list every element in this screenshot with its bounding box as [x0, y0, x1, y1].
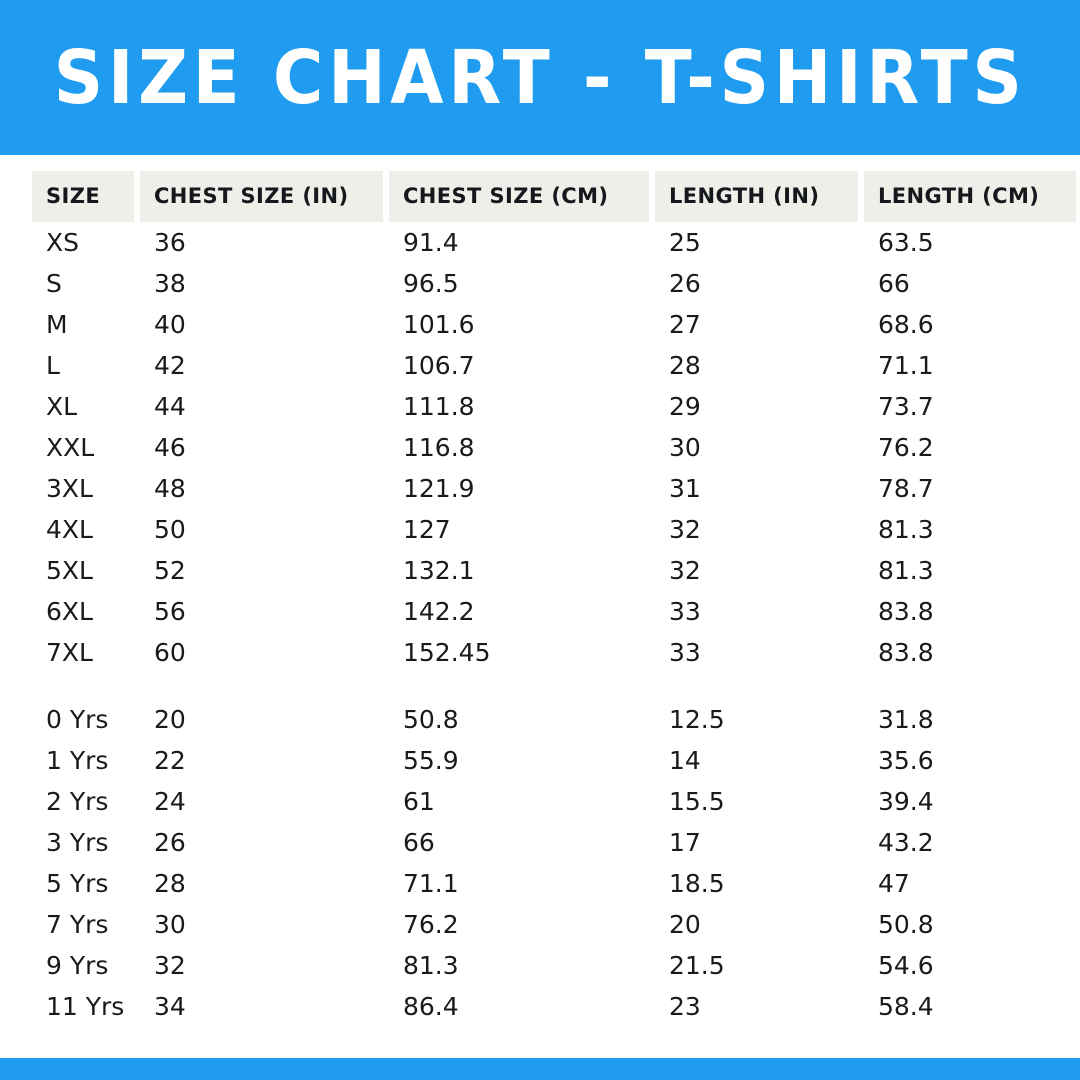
cell-chest-cm: 127 [403, 515, 451, 544]
cell-size: 9 Yrs [46, 951, 109, 980]
cell-length-in: 26 [669, 269, 701, 298]
page-footer-bar [0, 1058, 1080, 1080]
spacer-cell [864, 673, 1076, 699]
spacer-cell [32, 673, 134, 699]
cell-chest-cm: 121.9 [403, 474, 475, 503]
cell-length-cm: 71.1 [878, 351, 934, 380]
cell-chest-cm: 142.2 [403, 597, 475, 626]
cell-length-cm: 66 [878, 269, 910, 298]
cell-chest-in: 50 [154, 515, 186, 544]
cell-chest-cm: 152.45 [403, 638, 491, 667]
table-row [32, 945, 1076, 986]
table-row [32, 632, 1076, 673]
cell-length-cm: 47 [878, 869, 910, 898]
cell-size: L [46, 351, 60, 380]
column-header-length-in: LENGTH (IN) [655, 171, 858, 222]
cell-length-cm: 76.2 [878, 433, 934, 462]
cell-length-in: 14 [669, 746, 701, 775]
table-row [32, 386, 1076, 427]
cell-length-in: 25 [669, 228, 701, 257]
cell-size: 1 Yrs [46, 746, 109, 775]
cell-length-cm: 43.2 [878, 828, 934, 857]
cell-size: 7 Yrs [46, 910, 109, 939]
cell-chest-cm: 61 [403, 787, 435, 816]
size-table-container [0, 155, 1080, 1058]
cell-chest-cm: 55.9 [403, 746, 459, 775]
table-row [32, 263, 1076, 304]
cell-length-in: 31 [669, 474, 701, 503]
section-spacer [32, 673, 1076, 699]
cell-chest-in: 38 [154, 269, 186, 298]
cell-chest-in: 22 [154, 746, 186, 775]
cell-chest-in: 24 [154, 787, 186, 816]
table-row [32, 509, 1076, 550]
table-row [32, 591, 1076, 632]
cell-length-in: 15.5 [669, 787, 725, 816]
table-row [32, 468, 1076, 509]
cell-length-in: 23 [669, 992, 701, 1021]
column-header-size: SIZE [32, 171, 134, 222]
cell-size: XXL [46, 433, 95, 462]
spacer-cell [389, 673, 649, 699]
cell-length-cm: 73.7 [878, 392, 934, 421]
cell-chest-in: 48 [154, 474, 186, 503]
table-row [32, 904, 1076, 945]
page-header [0, 0, 1080, 155]
cell-chest-in: 44 [154, 392, 186, 421]
cell-chest-in: 60 [154, 638, 186, 667]
cell-size: 4XL [46, 515, 93, 544]
cell-chest-in: 30 [154, 910, 186, 939]
cell-length-cm: 31.8 [878, 705, 934, 734]
cell-chest-in: 42 [154, 351, 186, 380]
cell-length-cm: 50.8 [878, 910, 934, 939]
cell-length-in: 28 [669, 351, 701, 380]
table-row [32, 427, 1076, 468]
cell-chest-cm: 50.8 [403, 705, 459, 734]
cell-chest-cm: 71.1 [403, 869, 459, 898]
cell-length-in: 33 [669, 638, 701, 667]
column-header-length-cm: LENGTH (CM) [864, 171, 1076, 222]
cell-length-cm: 35.6 [878, 746, 934, 775]
page-title: SIZE CHART - T-SHIRTS [53, 34, 1027, 121]
table-header-row [32, 171, 1076, 222]
table-row [32, 822, 1076, 863]
cell-size: 6XL [46, 597, 93, 626]
cell-chest-cm: 86.4 [403, 992, 459, 1021]
cell-length-cm: 39.4 [878, 787, 934, 816]
size-chart-table [26, 171, 1080, 1027]
cell-chest-in: 40 [154, 310, 186, 339]
cell-size: 0 Yrs [46, 705, 109, 734]
cell-chest-in: 28 [154, 869, 186, 898]
table-row [32, 550, 1076, 591]
cell-size: 3 Yrs [46, 828, 109, 857]
cell-chest-in: 46 [154, 433, 186, 462]
cell-length-in: 20 [669, 910, 701, 939]
cell-length-in: 32 [669, 556, 701, 585]
cell-chest-in: 56 [154, 597, 186, 626]
cell-size: 11 Yrs [46, 992, 125, 1021]
cell-chest-in: 52 [154, 556, 186, 585]
cell-chest-cm: 116.8 [403, 433, 475, 462]
cell-size: XS [46, 228, 79, 257]
cell-chest-cm: 132.1 [403, 556, 475, 585]
cell-length-in: 30 [669, 433, 701, 462]
spacer-cell [140, 673, 383, 699]
table-row [32, 345, 1076, 386]
column-header-chest-cm: CHEST SIZE (CM) [389, 171, 649, 222]
cell-chest-in: 36 [154, 228, 186, 257]
cell-length-cm: 68.6 [878, 310, 934, 339]
cell-chest-in: 26 [154, 828, 186, 857]
cell-size: M [46, 310, 68, 339]
column-header-chest-in: CHEST SIZE (IN) [140, 171, 383, 222]
cell-length-cm: 81.3 [878, 515, 934, 544]
table-row [32, 986, 1076, 1027]
cell-length-in: 29 [669, 392, 701, 421]
cell-chest-cm: 81.3 [403, 951, 459, 980]
cell-length-cm: 83.8 [878, 638, 934, 667]
cell-length-in: 17 [669, 828, 701, 857]
cell-size: 3XL [46, 474, 93, 503]
table-body [32, 222, 1076, 1027]
cell-length-cm: 54.6 [878, 951, 934, 980]
cell-size: 2 Yrs [46, 787, 109, 816]
cell-chest-cm: 111.8 [403, 392, 475, 421]
cell-length-cm: 83.8 [878, 597, 934, 626]
table-row [32, 222, 1076, 263]
cell-chest-cm: 76.2 [403, 910, 459, 939]
cell-chest-cm: 101.6 [403, 310, 475, 339]
table-row [32, 304, 1076, 345]
cell-length-cm: 81.3 [878, 556, 934, 585]
cell-length-in: 32 [669, 515, 701, 544]
cell-size: 5XL [46, 556, 93, 585]
spacer-cell [655, 673, 858, 699]
cell-length-cm: 78.7 [878, 474, 934, 503]
cell-chest-cm: 106.7 [403, 351, 475, 380]
cell-chest-in: 20 [154, 705, 186, 734]
cell-length-in: 33 [669, 597, 701, 626]
cell-chest-in: 34 [154, 992, 186, 1021]
table-row [32, 699, 1076, 740]
cell-length-in: 18.5 [669, 869, 725, 898]
cell-size: 7XL [46, 638, 93, 667]
cell-size: S [46, 269, 62, 298]
cell-size: 5 Yrs [46, 869, 109, 898]
table-row [32, 863, 1076, 904]
cell-length-in: 27 [669, 310, 701, 339]
cell-chest-cm: 66 [403, 828, 435, 857]
cell-length-cm: 63.5 [878, 228, 934, 257]
cell-length-in: 12.5 [669, 705, 725, 734]
table-row [32, 781, 1076, 822]
cell-chest-cm: 91.4 [403, 228, 459, 257]
cell-chest-in: 32 [154, 951, 186, 980]
cell-chest-cm: 96.5 [403, 269, 459, 298]
table-row [32, 740, 1076, 781]
cell-length-in: 21.5 [669, 951, 725, 980]
cell-size: XL [46, 392, 78, 421]
cell-length-cm: 58.4 [878, 992, 934, 1021]
